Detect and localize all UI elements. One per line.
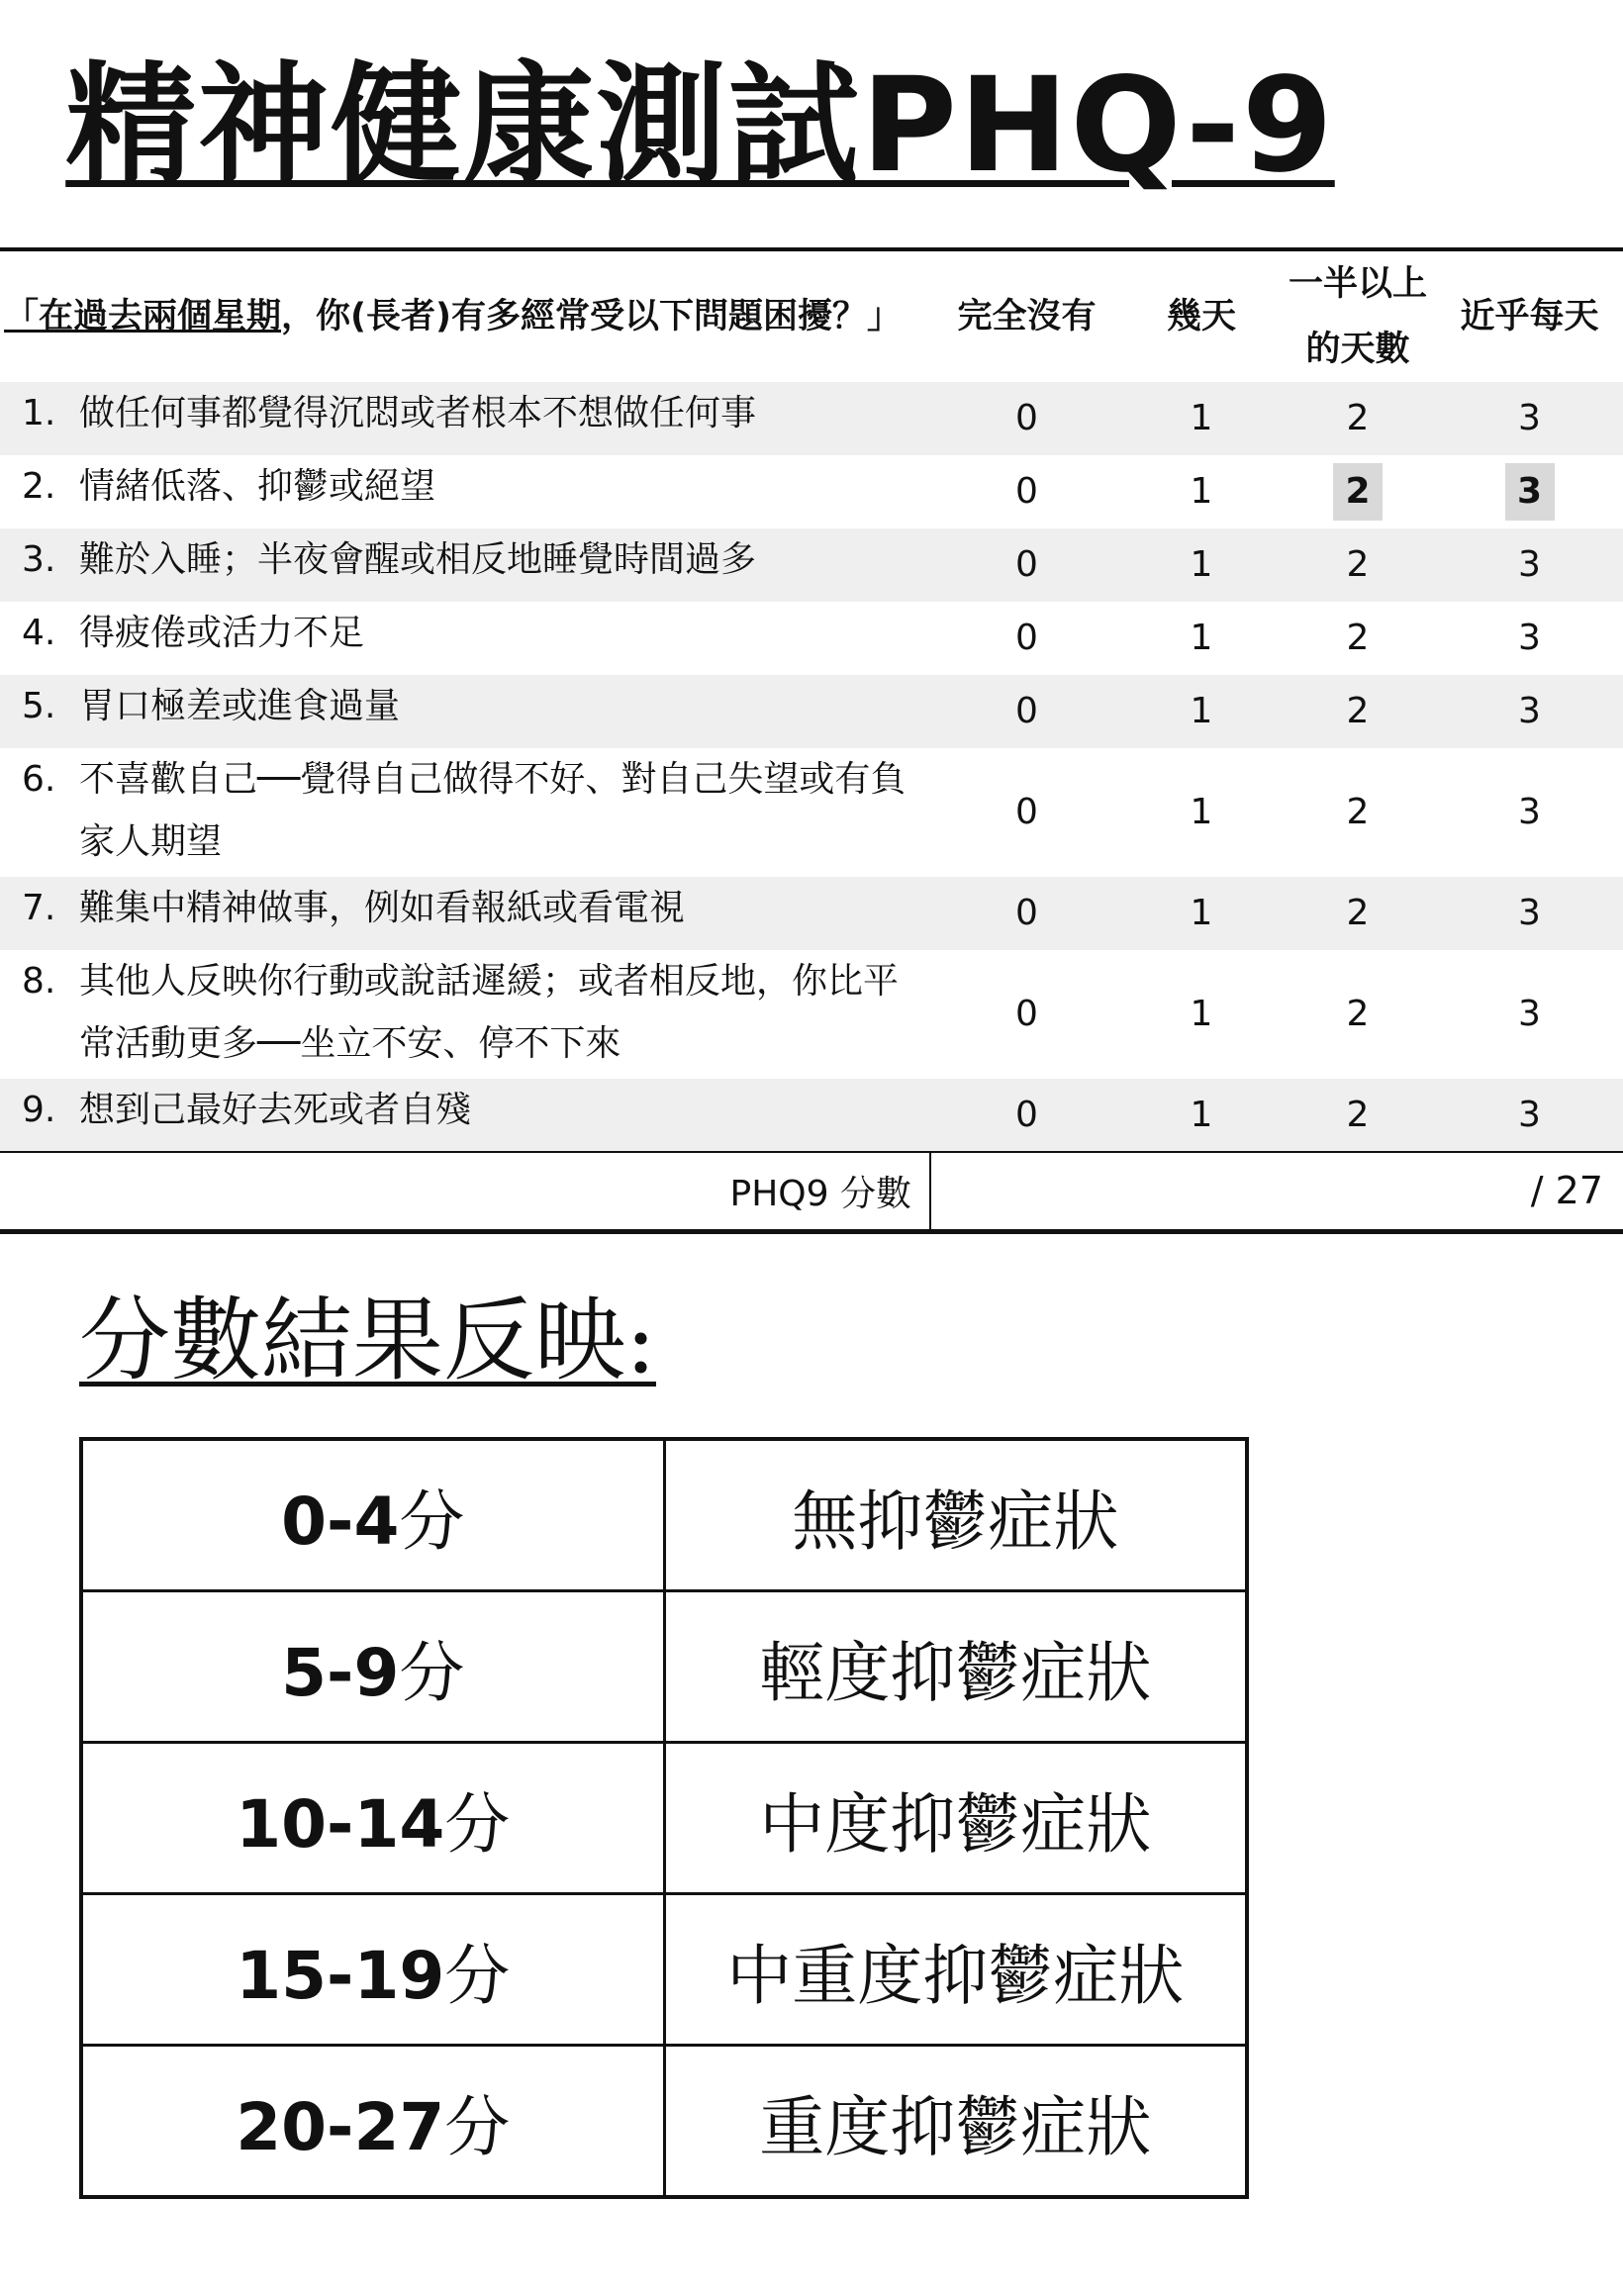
question-number: 3. (22, 539, 56, 580)
question-number: 9. (22, 1090, 56, 1130)
score-option-cell (1280, 950, 1436, 1079)
score-option[interactable]: 3 (1518, 893, 1541, 933)
question-text-cell (0, 602, 930, 665)
score-total: / 27 (1530, 1169, 1603, 1213)
score-option[interactable]: 1 (1190, 893, 1213, 933)
score-option-cell (1280, 675, 1436, 748)
score-option[interactable]: 2 (1346, 398, 1370, 438)
score-option[interactable]: 2 (1333, 463, 1383, 521)
score-option-cell (1123, 877, 1280, 950)
result-row (81, 1439, 1247, 1591)
score-option-cell (1436, 382, 1623, 455)
score-option[interactable]: 3 (1518, 618, 1541, 658)
score-option-cell (930, 1079, 1123, 1152)
question-row (0, 748, 1623, 877)
score-option[interactable]: 3 (1518, 398, 1541, 438)
severity-level: 輕度抑鬱症狀 (664, 1591, 1247, 1743)
question-text: 做任何事都覺得沉悶或者根本不想做任何事 (79, 393, 757, 433)
score-range-value: 15-19 (236, 1937, 445, 2014)
column-header-not-at-all: 完全沒有 (957, 297, 1097, 336)
score-option[interactable]: 0 (1015, 691, 1038, 731)
phq9-questionnaire-table (0, 247, 1623, 1234)
question-text: 難於入睡；半夜會醒或相反地睡覺時間過多 (79, 539, 757, 580)
score-option-cell (930, 950, 1123, 1079)
score-option-cell (930, 455, 1123, 528)
score-option-cell (1123, 675, 1280, 748)
question-text-cell (0, 950, 930, 1075)
severity-level: 重度抑鬱症狀 (664, 2046, 1247, 2198)
severity-level: 無抑鬱症狀 (664, 1439, 1247, 1591)
score-option-cell (1123, 1079, 1280, 1152)
score-option-cell (1280, 602, 1436, 675)
score-range (81, 1591, 664, 1743)
column-header-nearly-every-day: 近乎每天 (1460, 297, 1599, 336)
score-option-cell (1280, 382, 1436, 455)
score-range-value: 20-27 (236, 2088, 445, 2165)
question-text-cell (0, 382, 930, 445)
score-option-cell (1436, 950, 1623, 1079)
page-title: 精神健康測試PHQ-9 (65, 49, 1335, 202)
score-option-cell (930, 748, 1123, 877)
score-option-cell (1123, 455, 1280, 528)
score-range (81, 1743, 664, 1894)
score-option-cell (1436, 748, 1623, 877)
score-option-cell (930, 382, 1123, 455)
question-number: 5. (22, 686, 56, 726)
score-range-unit: 分 (399, 1483, 465, 1560)
result-row (81, 1743, 1247, 1894)
question-row (0, 382, 1623, 455)
result-row (81, 1591, 1247, 1743)
severity-level: 中重度抑鬱症狀 (664, 1894, 1247, 2046)
score-range-unit: 分 (444, 1785, 511, 1863)
score-option[interactable]: 3 (1518, 792, 1541, 832)
score-option[interactable]: 0 (1015, 471, 1038, 512)
question-row (0, 675, 1623, 748)
score-option-cell (930, 528, 1123, 602)
score-option[interactable]: 0 (1015, 1094, 1038, 1135)
score-option-cell (1280, 877, 1436, 950)
score-range (81, 1439, 664, 1591)
question-row (0, 877, 1623, 950)
score-option[interactable]: 2 (1346, 691, 1370, 731)
score-option-cell (1436, 602, 1623, 675)
score-range-value: 5-9 (281, 1634, 400, 1711)
score-range (81, 1894, 664, 2046)
score-option[interactable]: 3 (1518, 544, 1541, 585)
score-option[interactable]: 0 (1015, 792, 1038, 832)
score-option[interactable]: 0 (1015, 994, 1038, 1034)
question-text: 想到己最好去死或者自殘 (79, 1090, 472, 1130)
question-number: 7. (22, 888, 56, 928)
score-option-cell (1123, 950, 1280, 1079)
score-option[interactable]: 1 (1190, 792, 1213, 832)
score-option[interactable]: 1 (1190, 471, 1213, 512)
score-option-cell (1123, 382, 1280, 455)
question-text: 難集中精神做事，例如看報紙或看電視 (79, 888, 686, 928)
score-option[interactable]: 2 (1346, 618, 1370, 658)
question-text: 不喜歡自己──覺得自己做得不好、對自己失望或有負家人期望 (79, 759, 907, 862)
score-option[interactable]: 3 (1518, 691, 1541, 731)
score-option[interactable]: 1 (1190, 691, 1213, 731)
score-option[interactable]: 1 (1190, 544, 1213, 585)
score-option-cell (1436, 1079, 1623, 1152)
question-text: 其他人反映你行動或說話遲緩；或者相反地，你比平常活動更多──坐立不安、停不下來 (79, 961, 900, 1064)
score-option-cell (1436, 455, 1623, 528)
question-text: 胃口極差或進食過量 (79, 686, 401, 726)
score-option[interactable]: 0 (1015, 398, 1038, 438)
question-text-cell (0, 1079, 930, 1142)
score-option[interactable]: 2 (1346, 893, 1370, 933)
score-interpretation-table (79, 1437, 1249, 2199)
score-option[interactable]: 1 (1190, 1094, 1213, 1135)
question-number: 8. (22, 961, 56, 1002)
score-range (81, 2046, 664, 2198)
score-option[interactable]: 2 (1346, 544, 1370, 585)
result-row (81, 2046, 1247, 2198)
score-range-value: 0-4 (281, 1483, 400, 1560)
score-option-cell (1123, 748, 1280, 877)
question-row (0, 950, 1623, 1079)
score-option[interactable]: 2 (1346, 1094, 1370, 1135)
score-option-cell (1280, 528, 1436, 602)
score-option[interactable]: 1 (1190, 994, 1213, 1034)
score-option[interactable]: 0 (1015, 618, 1038, 658)
question-number: 1. (22, 393, 56, 433)
score-label: PHQ9 分數 (0, 1152, 930, 1231)
question-text: 得疲倦或活力不足 (79, 613, 365, 653)
question-text: 情緒低落、抑鬱或絕望 (79, 466, 436, 507)
score-option[interactable]: 1 (1190, 398, 1213, 438)
score-range-unit: 分 (399, 1634, 465, 1711)
question-text-cell (0, 528, 930, 592)
score-option[interactable]: 3 (1518, 1094, 1541, 1135)
question-row (0, 455, 1623, 528)
question-text-cell (0, 877, 930, 940)
score-option-cell (1280, 1079, 1436, 1152)
result-row (81, 1894, 1247, 2046)
question-number: 4. (22, 613, 56, 653)
score-range-unit: 分 (444, 2088, 511, 2165)
question-text-cell (0, 748, 930, 873)
column-header-several-days: 幾天 (1166, 297, 1236, 336)
score-option-cell (930, 602, 1123, 675)
score-option-cell (1123, 528, 1280, 602)
question-row (0, 1079, 1623, 1152)
column-header-more-than-half: 一半以上 的天數 (1288, 264, 1427, 369)
score-option-cell (1123, 602, 1280, 675)
score-option-cell (1280, 748, 1436, 877)
question-row (0, 602, 1623, 675)
question-text-cell (0, 455, 930, 519)
score-option[interactable]: 1 (1190, 618, 1213, 658)
score-option-cell (1280, 455, 1436, 528)
score-option-cell (930, 675, 1123, 748)
score-option-cell (1436, 675, 1623, 748)
score-option[interactable]: 0 (1015, 544, 1038, 585)
score-option-cell (1436, 528, 1623, 602)
severity-level: 中度抑鬱症狀 (664, 1743, 1247, 1894)
results-heading: 分數結果反映: (79, 1288, 656, 1393)
score-range-unit: 分 (444, 1937, 511, 2014)
question-number: 6. (22, 759, 56, 800)
score-range-value: 10-14 (236, 1785, 445, 1863)
question-row (0, 528, 1623, 602)
score-option[interactable]: 2 (1346, 994, 1370, 1034)
score-option[interactable]: 0 (1015, 893, 1038, 933)
score-option-cell (930, 877, 1123, 950)
question-text-cell (0, 675, 930, 738)
score-option[interactable]: 2 (1346, 792, 1370, 832)
score-option[interactable]: 3 (1505, 463, 1555, 521)
score-option-cell (1436, 877, 1623, 950)
question-prompt: 「在過去兩個星期，你(長者)有多經常受以下問題困擾？」 (4, 297, 903, 336)
question-number: 2. (22, 466, 56, 507)
score-option[interactable]: 3 (1518, 994, 1541, 1034)
